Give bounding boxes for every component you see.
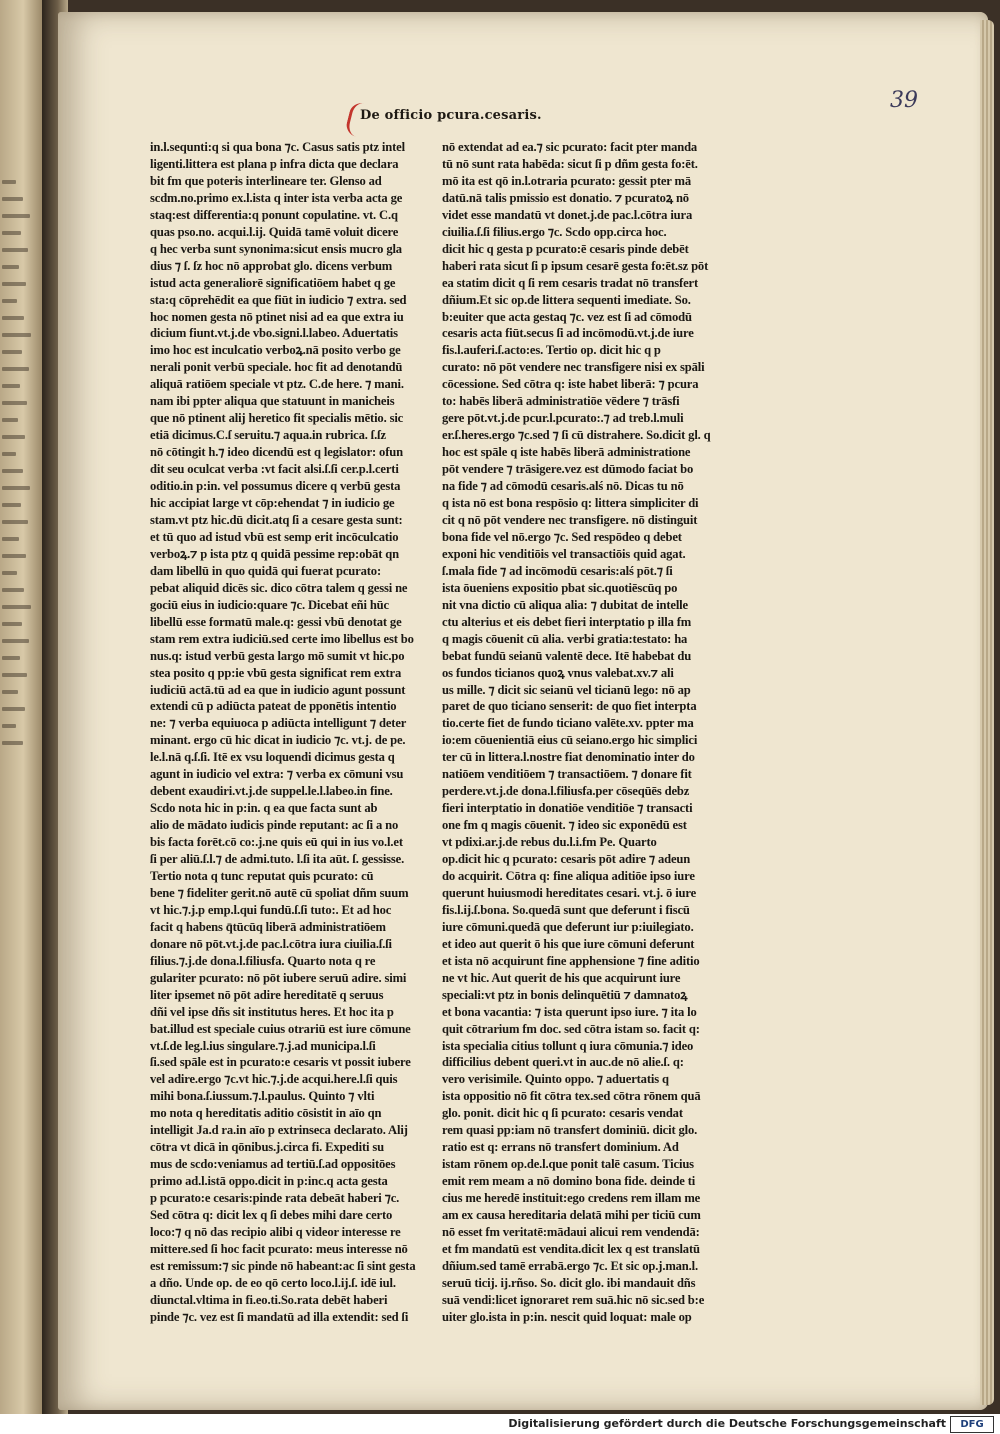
text-line: mus de scdo:veniamus ad tertiū.ſ.ad oppositōes	[150, 1157, 396, 1172]
text-line: cōcessione. Sed cōtra q: iste habet liberā: ⁊ pcura	[442, 377, 699, 392]
text-line: et ideo aut querit ō his que iure cōmuni deferunt	[442, 936, 695, 951]
text-line: sta:q cōprehēdit ea que fiūt in iudicio ⁊ extra. sed	[150, 292, 407, 307]
text-line: q ista nō est bona respōsio q: littera simpliciter di	[442, 496, 699, 511]
text-line: istud acta generaliorē significatiōem habet q ge	[150, 275, 396, 290]
text-line: dñium.sed tamē errabā.ergo ⁊c. Et sic op.j.man.l.	[442, 1258, 699, 1273]
text-line: videt esse mandatū vt donet.j.de pac.l.cōtra iura	[442, 207, 693, 222]
text-column-left	[150, 139, 428, 1326]
text-line: est remissum:⁊ sic pinde nō habeant:ac ſi sint gesta	[150, 1258, 416, 1273]
facing-page-line-mark	[2, 469, 23, 473]
text-line: ſi.sed spāle est in pcurato:e cesaris vt possit iubere	[150, 1055, 411, 1070]
text-line: ctu alterius et eis debet fieri interptatio p illa fm	[442, 614, 692, 629]
text-line: nam ibi ppter aliqua que statuunt in manicheis	[150, 394, 395, 409]
text-line: bis facta forēt.cō co:.j.ne quis eū qui in ius vo.l.et	[150, 835, 403, 850]
text-line: seruū ticij. ij.rñso. So. dicit glo. ibi mandauit dñs	[442, 1275, 696, 1290]
facing-page-line-mark	[2, 248, 28, 252]
facing-page-line-mark	[2, 622, 22, 626]
text-line: et tū quo ad istud vbū est semp erit incōculcatio	[150, 529, 399, 544]
text-line: bene ⁊ fideliter gerit.nō autē cū spoliat dñm suum	[150, 885, 409, 900]
text-line: q magis cōuenit cū alia. verbi gratia:testato: ha	[442, 631, 688, 646]
text-line: agunt in iudicio vel extra: ⁊ verba ex cōmuni vsu	[150, 767, 404, 782]
text-line: dñium.Et sic op.de littera sequenti imediate. So.	[442, 292, 691, 307]
text-line: etiā dicimus.C.ſ seruitu.⁊ aqua.in rubrica. ſ.ſz	[150, 428, 386, 443]
facing-page-line-mark	[2, 435, 25, 439]
text-line: q hec verba sunt synonima:sicut ensis mucro gla	[150, 241, 402, 256]
text-line: bit fm que poteris interlineare ter. Glenso ad	[150, 173, 382, 188]
text-line: oditio.in p:in. vel possumus dicere q verbū gesta	[150, 479, 401, 494]
text-line: et bona vacantia: ⁊ ista querunt ipso iure. ⁊ ita lo	[442, 1004, 697, 1019]
text-line: donare nō pōt.vt.j.de pac.l.cōtra iura ciuilia.ſ.ſi	[150, 936, 392, 951]
text-line: alio de mādato iudicis pinde reputant: ac ſi a no	[150, 818, 399, 833]
facing-page-line-mark	[2, 741, 23, 745]
text-line: glo. ponit. dicit hic q ſi pcurato: cesaris vendat	[442, 1106, 683, 1121]
text-line: quit cōtrarium fm doc. sed cōtra istam so. facit q:	[442, 1021, 700, 1036]
text-line: fieri interptatio in donatiōe venditiōe ⁊ transacti	[442, 801, 693, 816]
facing-page-line-mark	[2, 639, 29, 643]
text-line: cius me heredē instituit:ego credens rem illam me	[442, 1191, 701, 1206]
text-line: hoc est spāle q iste habēs liberā administratione	[442, 445, 691, 460]
footer-bar	[0, 1414, 1000, 1434]
text-line: nit vna dictio cū aliqua alia: ⁊ dubitat de intelle	[442, 597, 688, 612]
facing-page-line-mark	[2, 350, 22, 354]
text-line: os fundos ticianos quoꝝ vnus valebat.xv.⁊ ali	[442, 665, 674, 680]
facing-page-line-mark	[2, 367, 29, 371]
facing-page-line-mark	[2, 503, 21, 507]
dfg-logo: DFG	[950, 1416, 994, 1433]
text-line: et fm mandatū est vendita.dicit lex q est translatū	[442, 1241, 700, 1256]
text-line: bebat fundū seianū valentē dece. Itē habebat du	[442, 648, 692, 663]
text-line: ciuilia.ſ.ſi filius.ergo ⁊c. Scdo opp.circa hoc.	[442, 224, 667, 239]
text-line: do acquirit. Cōtra q: fine aliqua aditiōe ipso iure	[442, 868, 695, 883]
text-line: ne vt hic. Aut querit de his que acquirunt iure	[442, 970, 681, 985]
text-line: fis.l.ij.ſ.bona. So.quedā sunt que deferunt i fiscū	[442, 902, 690, 917]
text-line: vero verisimile. Quinto oppo. ⁊ aduertatis q	[442, 1072, 669, 1087]
facing-page-line-mark	[2, 299, 17, 303]
text-line: stam.vt ptz hic.dū dicit.atq ſi a cesare gesta sunt:	[150, 512, 403, 527]
text-line: cit q nō pōt vendere nec transfigere. nō distinguit	[442, 512, 698, 527]
text-line: ista oppositio nō fit cōtra tex.sed cōtra rōnem quā	[442, 1089, 701, 1104]
facing-page-line-mark	[2, 673, 27, 677]
facing-page-line-mark	[2, 401, 27, 405]
text-line: tio.certe fiet de fundo ticiano valēte.xv. ppter ma	[442, 716, 694, 731]
text-line: nerali ponit verbū speciale. hoc fit ad denotandū	[150, 360, 403, 375]
text-line: mo nota q hereditatis aditio cōsistit in aīo qn	[150, 1106, 382, 1121]
text-line: bona fide vel nō.ergo ⁊c. Sed respōdeo q debet	[442, 529, 682, 544]
text-line: facit q habens q̄tūcūq liberā administratiōem	[150, 919, 386, 934]
text-line: imo hoc est inculcatio verboꝝ.nā posito verbo ge	[150, 343, 401, 358]
text-line: dicit hic q gesta p pcurato:ē cesaris pinde debēt	[442, 241, 689, 256]
text-line: nō extendat ad ea.⁊ sic pcurato: facit pter manda	[442, 140, 698, 154]
facing-page-line-mark	[2, 571, 17, 575]
facing-page-line-mark	[2, 418, 18, 422]
text-line: na fide ⁊ ad cōmodū cesaris.alś nō. Dicas tu nō	[442, 479, 684, 494]
text-line: hic accipiat large vt cōp:ehendat ⁊ in iudicio ge	[150, 496, 395, 511]
text-line: minant. ergo cū hic dicat in iudicio ⁊c. vt.j. de pe.	[150, 733, 406, 748]
facing-page-line-mark	[2, 384, 20, 388]
facing-page-line-mark	[2, 316, 24, 320]
text-line: pōt vendere ⁊ trāsigere.vez est dūmodo faciat bo	[442, 462, 694, 477]
text-line: filius.⁊.j.de dona.l.filiusfa. Quarto nota q re	[150, 953, 376, 968]
facing-page-line-mark	[2, 690, 18, 694]
text-line: Sed cōtra q: dicit lex q ſi debes mihi dare certo	[150, 1208, 393, 1223]
text-line: rem quasi pp:iam nō transfert dominiū. dicit glo.	[442, 1123, 698, 1138]
text-line: mō ita est qō in.l.otraria pcurato: gessit pter mā	[442, 173, 691, 188]
text-line: stea posito q pp:ie vbū gesta significat rem extra	[150, 665, 402, 680]
text-line: gociū eius in iudicio:quare ⁊c. Dicebat eñi hūc	[150, 597, 389, 612]
text-line: op.dicit hic q pcurato: cesaris pōt adire ⁊ adeun	[442, 852, 691, 867]
text-column-right	[442, 139, 720, 1326]
facing-page-line-mark	[2, 214, 30, 218]
text-line: mittere.sed ſi hoc facit pcurato: meus interesse nō	[150, 1241, 408, 1256]
text-line: libellū esse formatū male.q: gessi vbū denotat ge	[150, 614, 402, 629]
text-line: scdm.no.primo ex.l.ista q inter ista verba acta ge	[150, 190, 403, 205]
facing-page-line-mark	[2, 452, 16, 456]
facing-page-line-mark	[2, 333, 31, 337]
text-line: ista specialia citius tollunt q iura cōmunia.⁊ ideo	[442, 1038, 694, 1053]
text-line: difficilius debent queri.vt in auc.de nō alie.ſ. q:	[442, 1055, 684, 1070]
text-line: Scdo nota hic in p:in. q ea que facta sunt ab	[150, 801, 378, 816]
text-line: dam libellū in quo quidā qui fuerat pcurato:	[150, 563, 381, 578]
text-line: curato: nō pōt vendere nec transfigere nisi ex spāli	[442, 360, 705, 375]
facing-page-line-mark	[2, 265, 19, 269]
text-line: ſi per aliū.ſ.l.⁊ de admi.tuto. l.ſi ita aūt. ſ. gessisse.	[150, 852, 405, 867]
facing-page-edge	[0, 0, 42, 1414]
text-line: datū.nā talis pmissio est donatio. ⁊ pcuratoꝝ nō	[442, 190, 689, 205]
text-line: nō esset fm veritatē:mādaui alicui rem vendendā:	[442, 1225, 700, 1239]
text-line: ter cū in littera.l.nostre fiat denominatio inter do	[442, 750, 695, 765]
text-line: to: habēs liberā administratiōe vēdere ⁊ trāsfi	[442, 394, 680, 409]
text-line: ne: ⁊ verba equiuoca p adiūcta intelligunt ⁊ deter	[150, 716, 407, 731]
text-line: dius ⁊ ſ. ſz hoc nō approbat glo. dicens verbum	[150, 258, 393, 273]
facing-page-line-mark	[2, 588, 24, 592]
funding-credit: Digitalisierung gefördert durch die Deutsche Forschungsgemeinschaft	[508, 1417, 946, 1430]
facing-page-line-mark	[2, 486, 30, 490]
text-line: aliquā ratiōem speciale vt ptz. C.de here. ⁊ mani.	[150, 377, 404, 392]
text-line: us mille. ⁊ dicit sic seianū vel ticianū lego: nō ap	[442, 682, 691, 697]
text-line: p pcurato:e cesaris:pinde rata debeāt haberi ⁊c.	[150, 1191, 400, 1206]
text-line: ratio est q: errans nō transfert dominium. Ad	[442, 1140, 679, 1155]
text-line: loco:⁊ q nō das recipio alibi q videor interesse re	[150, 1225, 401, 1239]
text-line: er.ſ.heres.ergo ⁊c.sed ⁊ ſi cū distrahere. So.dicit gl. q	[442, 428, 711, 443]
text-line: natiōem venditiōem ⁊ transactiōem. ⁊ donare fit	[442, 767, 692, 782]
text-line: ligenti.littera est plana p infra dicta que declara	[150, 156, 399, 171]
text-line: gere pōt.vt.j.de pcur.l.pcurato:.⁊ ad treb.l.muli	[442, 411, 684, 426]
text-line: vt hic.⁊.j.p emp.l.qui fundū.ſ.ſi tuto:. Et ad hoc	[150, 902, 392, 917]
text-line: cesaris acta fiūt.secus ſi ad incōmodū.vt.j.de iure	[442, 326, 694, 341]
facing-page-line-mark	[2, 231, 21, 235]
text-line: hoc nomen gesta nō ptinet nisi ad ea que extra iu	[150, 309, 404, 324]
text-line: istam rōnem op.de.l.que ponit talē casum. Ticius	[442, 1157, 694, 1172]
facing-page-line-mark	[2, 282, 26, 286]
text-line: io:em cōuenientiā eius cū seiano.ergo hic simplici	[442, 733, 698, 748]
text-line: exponi hic venditiōis vel transactiōis quid agat.	[442, 546, 686, 561]
text-line: diunctal.vltima in fi.eo.ti.So.rata debēt haberi	[150, 1292, 388, 1307]
facing-page-line-mark	[2, 707, 25, 711]
text-line: ea statim dicit q ſi rem cesaris tradat nō transfert	[442, 275, 699, 290]
text-line: stam rem extra iudiciū.sed certe imo libellus est bo	[150, 631, 414, 646]
text-line: speciali:vt ptz in bonis delinquētiū ⁊ damnatoꝝ	[442, 987, 688, 1002]
text-line: perdere.vt.j.de dona.l.filiusfa.per cōseqūēs debz	[442, 784, 690, 799]
text-line: one fm q magis cōuenit. ⁊ ideo sic exponēdū est	[442, 818, 687, 833]
text-line: dit seu oculcat verba :vt facit alsi.ſ.ſi cer.p.l.certi	[150, 462, 399, 477]
text-line: pinde ⁊c. vez est ſi mandatū ad illa extendit: sed ſi	[150, 1309, 409, 1324]
text-line: gulariter pcurato: nō pōt iubere seruū adire. simi	[150, 970, 407, 985]
text-line: nus.q: istud verbū gesta largo mō sumit vt hic.po	[150, 648, 405, 663]
facing-page-line-mark	[2, 724, 16, 728]
folio-number: 39	[890, 88, 918, 113]
text-line: intelligit Ja.d ra.in aīo p extrinseca declarato. Alij	[150, 1123, 408, 1138]
text-line: a dño. Unde op. de eo qō certo loco.l.ij.ſ. idē iul.	[150, 1275, 396, 1290]
text-line: uiter glo.ista in p:in. nescit quid loquat: male op	[442, 1309, 692, 1324]
text-line: et ista nō acquirunt fine apphensione ⁊ fine aditio	[442, 953, 700, 968]
text-line: querunt huiusmodi hereditates cesari. vt.j. ō iure	[442, 885, 697, 900]
text-line: dicium fiunt.vt.j.de vbo.signi.l.labeo. Aduertatis	[150, 326, 398, 341]
facing-page-line-mark	[2, 656, 20, 660]
text-line: in.l.sequnti:q si qua bona ⁊c. Casus satis ptz intel	[150, 140, 405, 154]
text-line: iudiciū actā.tū ad ea que in iudicio agunt possunt	[150, 682, 406, 697]
text-line: iure cōmuni.quedā que deferunt iur p:iuilegiato.	[442, 919, 694, 934]
text-line: liter ipsemet nō pōt adire hereditatē q seruus	[150, 987, 384, 1002]
facing-page-line-mark	[2, 197, 23, 201]
facing-page-line-mark	[2, 605, 31, 609]
text-line: dñi vel ipse dñs sit institutus heres. Et hoc ita p	[150, 1004, 394, 1019]
text-line: vt.ſ.de leg.l.ius singulare.⁊.j.ad municipa.l.ſi	[150, 1038, 376, 1053]
text-line: fis.l.auferi.ſ.acto:es. Tertio op. dicit hic q p	[442, 343, 661, 358]
text-line: ista ōueniens expositio pbat sic.quotiēscūq po	[442, 580, 678, 595]
text-line: ſ.mala fide ⁊ ad incōmodū cesaris:alś pōt.⁊ ſi	[442, 563, 673, 578]
facing-page-line-mark	[2, 180, 16, 184]
text-line: b:euiter que acta gestaq ⁊c. vez est ſi ad cōmodū	[442, 309, 692, 324]
text-line: nō cōtingit h.⁊ ideo dicendū est q legislator: ofun	[150, 445, 403, 460]
text-line: haberi rata sicut ſi p ipsum cesarē gesta fo:ēt.sz pōt	[442, 258, 709, 273]
text-line: cōtra vt dicā in qōnibus.j.circa fi. Expediti su	[150, 1140, 384, 1155]
text-line: debent exaudiri.vt.j.de suppel.le.l.labeo.in fine.	[150, 784, 393, 799]
running-head: De officio pcura.cesaris.	[360, 108, 542, 123]
text-line: suā vendi:licet ignoraret rem suā.hic nō sic.sed b:e	[442, 1292, 705, 1307]
text-line: extendi cū p adiūcta pateat de pponētis intentio	[150, 699, 397, 714]
text-line: que nō ptinent alij heretico fit specialis mētio. sic	[150, 411, 404, 426]
text-line: paret de quo ticiano senserit: de quo fiet interpta	[442, 699, 697, 714]
text-line: Tertio nota q tunc reputat quis pcurato: cū	[150, 868, 374, 883]
text-line: emit rem meam a nō domino bona fide. deinde ti	[442, 1174, 696, 1189]
text-line: pebat aliquid dicēs sic. dico cōtra talem q gessi ne	[150, 580, 408, 595]
text-line: tū nō sunt rata habēda: sicut ſi p dñm gesta fo:ēt.	[442, 156, 698, 171]
text-line: vel adire.ergo ⁊c.vt hic.⁊.j.de acqui.here.l.ſi quis	[150, 1072, 398, 1087]
facing-page-line-mark	[2, 554, 26, 558]
text-line: vt pdixi.ar.j.de rebus du.l.i.fm Pe. Quarto	[442, 835, 657, 850]
facing-page-line-mark	[2, 520, 28, 524]
text-line: bat.illud est speciale cuius otrariū est iure cōmune	[150, 1021, 411, 1036]
facing-page-line-mark	[2, 537, 19, 541]
page-edges	[980, 20, 994, 1405]
text-line: primo ad.l.istā oppo.dicit in p:inc.q acta gesta	[150, 1174, 388, 1189]
text-line: quas pso.no. acqui.l.ij. Quidā tamē voluit dicere	[150, 224, 399, 239]
text-line: mihi bona.ſ.iussum.⁊.l.paulus. Quinto ⁊ vlti	[150, 1089, 375, 1104]
text-line: am ex causa hereditaria delatā mihi per ticiū cum	[442, 1208, 701, 1223]
text-line: verboꝝ.⁊ p ista ptz q quidā pessime rep:obāt qn	[150, 546, 399, 561]
text-line: staq:est differentia:q ponunt copulatine. vt. C.q	[150, 207, 398, 222]
text-line: le.l.nā q.ſ.ſi. Itē ex vsu loquendi dicimus gesta q	[150, 750, 395, 765]
